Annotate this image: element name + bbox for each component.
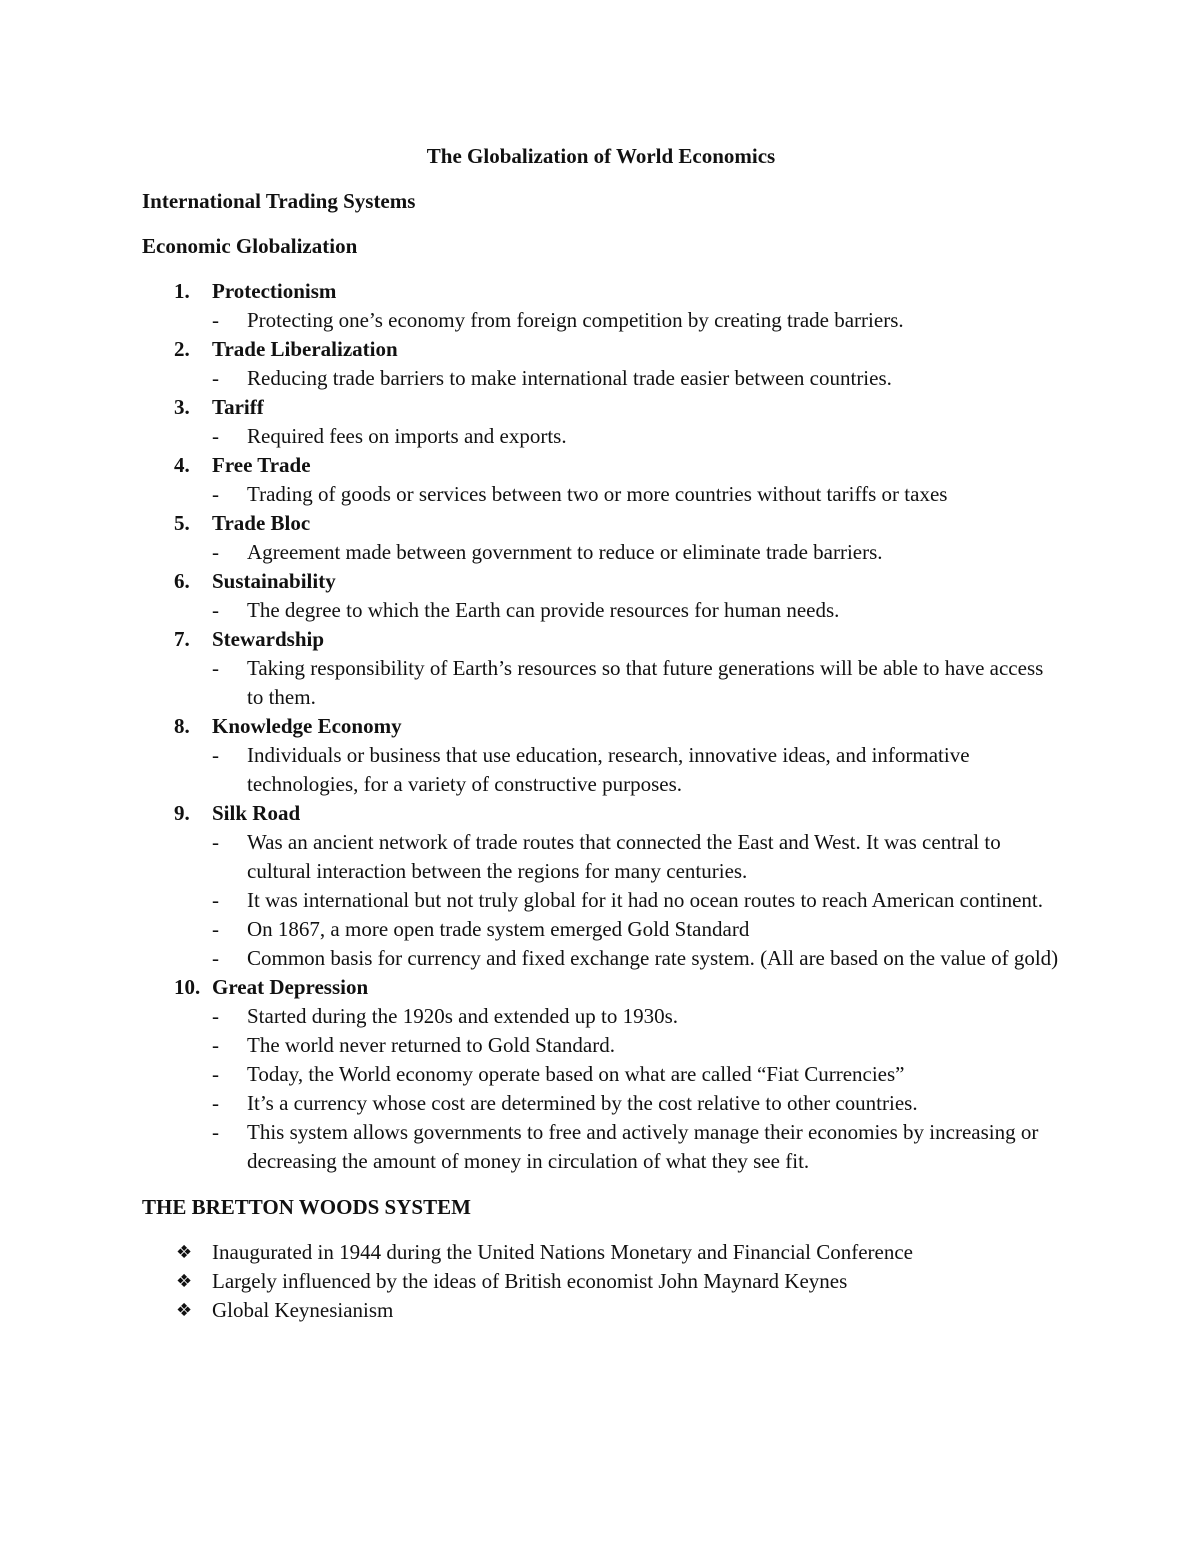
term-points <box>212 306 1060 335</box>
term-point <box>212 596 1060 625</box>
term-point-text: Reducing trade barriers to make international trade easier between countries. <box>247 366 892 390</box>
term-title: Trade Bloc <box>212 511 311 535</box>
bretton-point-text: Inaugurated in 1944 during the United Nations Monetary and Financial Conference <box>212 1240 913 1264</box>
term-point <box>212 828 1060 886</box>
term-point-text: Protecting one’s economy from foreign competition by creating trade barriers. <box>247 308 904 332</box>
dash-marker: - <box>212 598 219 622</box>
bretton-point-text: Global Keynesianism <box>212 1298 394 1322</box>
dash-marker: - <box>212 830 219 854</box>
term-title: Stewardship <box>212 627 325 651</box>
term-point-text: Taking responsibility of Earth’s resources so that future generations will be able to have access to them. <box>247 656 1044 709</box>
term-point-text: The degree to which the Earth can provide resources for human needs. <box>247 598 840 622</box>
diamond-bullet-icon: ❖ <box>176 1271 193 1292</box>
term-item <box>142 973 1060 1176</box>
term-title: Silk Road <box>212 801 301 825</box>
term-number: 3. <box>174 395 190 419</box>
dash-marker: - <box>212 1120 219 1144</box>
terms-list <box>142 277 1060 1176</box>
dash-marker: - <box>212 308 219 332</box>
diamond-bullet-icon: ❖ <box>176 1300 193 1321</box>
term-item <box>142 712 1060 799</box>
term-title: Sustainability <box>212 569 336 593</box>
term-point-text: Started during the 1920s and extended up to 1930s. <box>247 1004 679 1028</box>
term-number: 4. <box>174 453 190 477</box>
term-number: 5. <box>174 511 190 535</box>
term-item <box>142 509 1060 567</box>
bretton-point-text: Largely influenced by the ideas of British economist John Maynard Keynes <box>212 1269 848 1293</box>
term-point-text: Common basis for currency and fixed exchange rate system. (All are based on the value of gold) <box>247 946 1059 970</box>
term-point <box>212 1118 1060 1176</box>
term-point-text: Today, the World economy operate based on what are called “Fiat Currencies” <box>247 1062 905 1086</box>
term-title: Protectionism <box>212 279 337 303</box>
term-point <box>212 422 1060 451</box>
term-number: 10. <box>174 975 201 999</box>
term-point <box>212 915 1060 944</box>
term-point <box>212 1002 1060 1031</box>
term-points <box>212 1002 1060 1176</box>
term-title: Free Trade <box>212 453 311 477</box>
term-number: 1. <box>174 279 190 303</box>
heading-international-trading-systems: International Trading Systems <box>142 189 416 213</box>
term-points <box>212 480 1060 509</box>
term-point <box>212 1089 1060 1118</box>
dash-marker: - <box>212 946 219 970</box>
heading-bretton-woods: THE BRETTON WOODS SYSTEM <box>142 1195 471 1219</box>
term-point-text: It’s a currency whose cost are determined by the cost relative to other countries. <box>247 1091 918 1115</box>
term-point-text: Individuals or business that use education, research, innovative ideas, and informative technologies, for a variety of constructive purposes. <box>247 743 970 796</box>
term-number: 9. <box>174 801 190 825</box>
term-number: 6. <box>174 569 190 593</box>
term-point <box>212 1031 1060 1060</box>
diamond-bullet-icon: ❖ <box>176 1242 193 1263</box>
term-point-text: Required fees on imports and exports. <box>247 424 567 448</box>
term-points <box>212 828 1060 973</box>
term-title: Trade Liberalization <box>212 337 398 361</box>
term-points <box>212 364 1060 393</box>
term-number: 8. <box>174 714 190 738</box>
term-item <box>142 393 1060 451</box>
term-item <box>142 451 1060 509</box>
term-point <box>212 538 1060 567</box>
term-number: 2. <box>174 337 190 361</box>
dash-marker: - <box>212 888 219 912</box>
term-title: Tariff <box>212 395 264 419</box>
term-points <box>212 422 1060 451</box>
term-item <box>142 335 1060 393</box>
term-points <box>212 538 1060 567</box>
term-title: Great Depression <box>212 975 369 999</box>
term-point-text: Agreement made between government to reduce or eliminate trade barriers. <box>247 540 883 564</box>
dash-marker: - <box>212 917 219 941</box>
dash-marker: - <box>212 540 219 564</box>
term-item <box>142 799 1060 973</box>
term-number: 7. <box>174 627 190 651</box>
term-point-text: Was an ancient network of trade routes that connected the East and West. It was central to cultural interaction between the regions for many centuries. <box>247 830 1001 883</box>
heading-economic-globalization: Economic Globalization <box>142 234 358 258</box>
dash-marker: - <box>212 1062 219 1086</box>
term-point <box>212 944 1060 973</box>
term-point <box>212 1060 1060 1089</box>
dash-marker: - <box>212 482 219 506</box>
term-points <box>212 596 1060 625</box>
bretton-point <box>142 1238 1060 1267</box>
term-point <box>212 654 1060 712</box>
bretton-woods-list <box>142 1238 1060 1325</box>
term-title: Knowledge Economy <box>212 714 402 738</box>
bretton-point <box>142 1296 1060 1325</box>
dash-marker: - <box>212 1033 219 1057</box>
term-point-text: This system allows governments to free and actively manage their economies by increasing or decreasing the amount of money in circulation of what they see fit. <box>247 1120 1039 1173</box>
dash-marker: - <box>212 366 219 390</box>
term-point <box>212 886 1060 915</box>
term-point <box>212 364 1060 393</box>
term-item <box>142 625 1060 712</box>
term-point-text: It was international but not truly global for it had no ocean routes to reach American continent. <box>247 888 1044 912</box>
term-item <box>142 567 1060 625</box>
term-point <box>212 741 1060 799</box>
term-item <box>142 277 1060 335</box>
term-points <box>212 654 1060 712</box>
term-point-text: Trading of goods or services between two or more countries without tariffs or taxes <box>247 482 948 506</box>
dash-marker: - <box>212 424 219 448</box>
dash-marker: - <box>212 1004 219 1028</box>
dash-marker: - <box>212 1091 219 1115</box>
term-point-text: The world never returned to Gold Standard. <box>247 1033 615 1057</box>
dash-marker: - <box>212 656 219 680</box>
document-title: The Globalization of World Economics <box>426 144 776 168</box>
term-points <box>212 741 1060 799</box>
dash-marker: - <box>212 743 219 767</box>
term-point <box>212 306 1060 335</box>
term-point <box>212 480 1060 509</box>
term-point-text: On 1867, a more open trade system emerged Gold Standard <box>247 917 750 941</box>
bretton-point <box>142 1267 1060 1296</box>
